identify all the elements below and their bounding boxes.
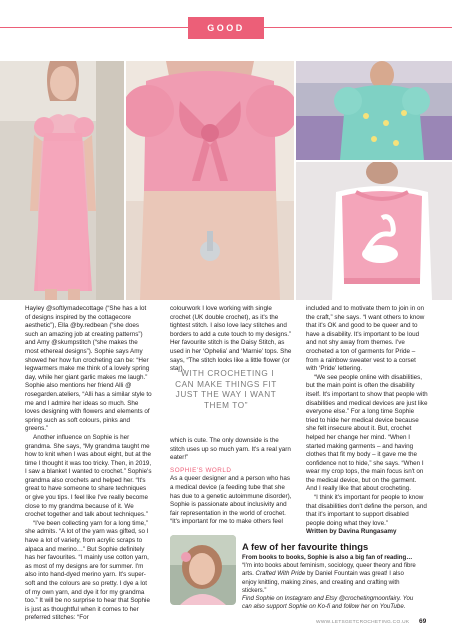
pull-quote: “WITH CROCHETING I CAN MAKE THINGS FIT JUST THE WAY I WANT THEM TO” <box>175 369 277 410</box>
paragraph: “I think it's important for people to know that disabilities don't define the person, and that it's important to support disabled people doing what they love.” <box>306 494 427 527</box>
photo-swan-vest <box>296 162 452 300</box>
header-rule-left <box>0 27 188 28</box>
article-column-1 <box>25 305 153 623</box>
article-column-2-lower <box>170 437 292 527</box>
favourites-body-end: by Daniel Fountain was great! I also enjoy knitting, making zines, and creating and crafting with stickers.” <box>242 570 404 594</box>
section-label: GOOD READ <box>188 17 264 39</box>
paragraph: Another influence on Sophie is her grandma. She says, “My grandma taught me how to knit when I was about eight, but at the time I thought it was too tricky. Then, in 2019, I saw a blanket I wanted to crochet.” Sophie's grandma also crochets and helped her. “It's great to have someone to share techniques or give you tips. I feel like I've really become close to my grandma because of it. We crochet together and talk about techniques.” <box>25 433 152 519</box>
favourites-lead: From books to books, Sophie is also a big fan of reading… <box>242 554 413 561</box>
book-title: Crafted With Pride <box>255 570 306 578</box>
paragraph: included and to motivate them to join in on the craft,” she says. “I want others to know that it's OK and good to be queer and to have a disability. It's important to be loud and not shy away from themes. I've crocheted a ton of garments for Pride – from a rainbow sweater vest to a corset with ‘Pride’ lettering. <box>306 305 425 373</box>
paragraph: colourwork I love working with single crochet (UK double crochet), as it's the tightest stitch. I also love lacy stitches and borders to add a cute touch to my designs.” Her favourite stitch is the Daisy Stitch, as used in her ‘Ophelia’ and ‘Marnie’ tops. She says, “The stitch looks like a little flower (or star), <box>170 305 292 373</box>
header-rule-right <box>264 27 452 28</box>
favourites-heading: A few of her favourite things <box>242 541 369 552</box>
photo-sophie-portrait <box>170 535 236 605</box>
favourites-text <box>242 554 420 611</box>
paragraph: As a queer designer and a person who has a medical device (a feeding tube that she has due to a genetic autoimmune disorder), Sophie is passionate about inclusivity and fair representation in the world of crochet. “It's important for me to make others feel <box>170 475 292 526</box>
paragraph: “We see people online with disabilities, but the main point is often the disability itself. It's important to show that people with disabilities and medical devices are just like everyone else.” For a long time Sophie tried to hide her medical device because she felt insecure about it. But, crochet helped her change her mind. “When I started making garments – and having clothes that fit my body – it gave me the confidence not to hide,” she says. “When I wear my crop tops, the main focus isn't on the medical device, but on the garment. And I really like that about crocheting. <box>306 373 428 493</box>
paragraph: which is cute. The only downside is the stitch uses up so much yarn. It's a real yarn eater!” <box>170 437 291 462</box>
social-text: Find Sophie on Instagram and Etsy @crochetingmoonfairy. You can also support Sophie on Ko-fi and follow her on YouTube. <box>242 595 414 611</box>
byline: Written by Davina Rungasamy <box>306 528 397 536</box>
article-column-2 <box>170 305 292 374</box>
footer-url[interactable]: WWW.LETSGETCROCHETING.CO.UK <box>316 620 410 625</box>
photo-pink-dress <box>0 61 124 300</box>
photo-bow-crop-top <box>126 61 294 300</box>
photo-green-top <box>296 61 452 160</box>
subheading: SOPHIE'S WORLD <box>170 466 232 474</box>
favourites-body <box>242 562 420 595</box>
page-number: 69 <box>419 618 427 625</box>
paragraph: “I've been collecting yarn for a long time,” she admits. “A lot of the yarn was gifted, so I have a lot of variety, from acrylic scraps to alpaca and merino…” But Sophie definitely has her favourites. “I mainly use cotton yarn, as most of my designs are for summer. I'm also into hand-dyed merino yarn. It's super-soft and the colours are so pretty. I dye a lot of my own yarn, and dye it for my grandma too.” It will be no surprise to hear that Sophie is just as thoughtful when it comes to her preferred stitches: “For <box>25 519 150 622</box>
favourites-social <box>242 595 420 611</box>
favourites-body-start: “I'm into books about feminism, sociology, queer theory and fibre arts. <box>242 562 416 578</box>
paragraph: Hayley @softlymadecottage (“She has a lot of designs inspired by the cottagecore aesthetic”), Ella @by.redbean (“she does such an amazing job at creating patterns”) and Amy @skumpstitch (“she makes the most ethereal designs”). Sophie says Amy showed her how fun crocheting can be: “Her legwarmers make me think of a lovely spring day, while her giant garlic makes me laugh.” Sophie also mentions her friend Alli @ rosegarden.ateliers, “Alli has a similar style to me and I admire her ideas so much. She loves designing with flowers and elements of spring such as soft colours, pinks and greens.” <box>25 305 152 433</box>
article-column-3 <box>306 305 428 537</box>
